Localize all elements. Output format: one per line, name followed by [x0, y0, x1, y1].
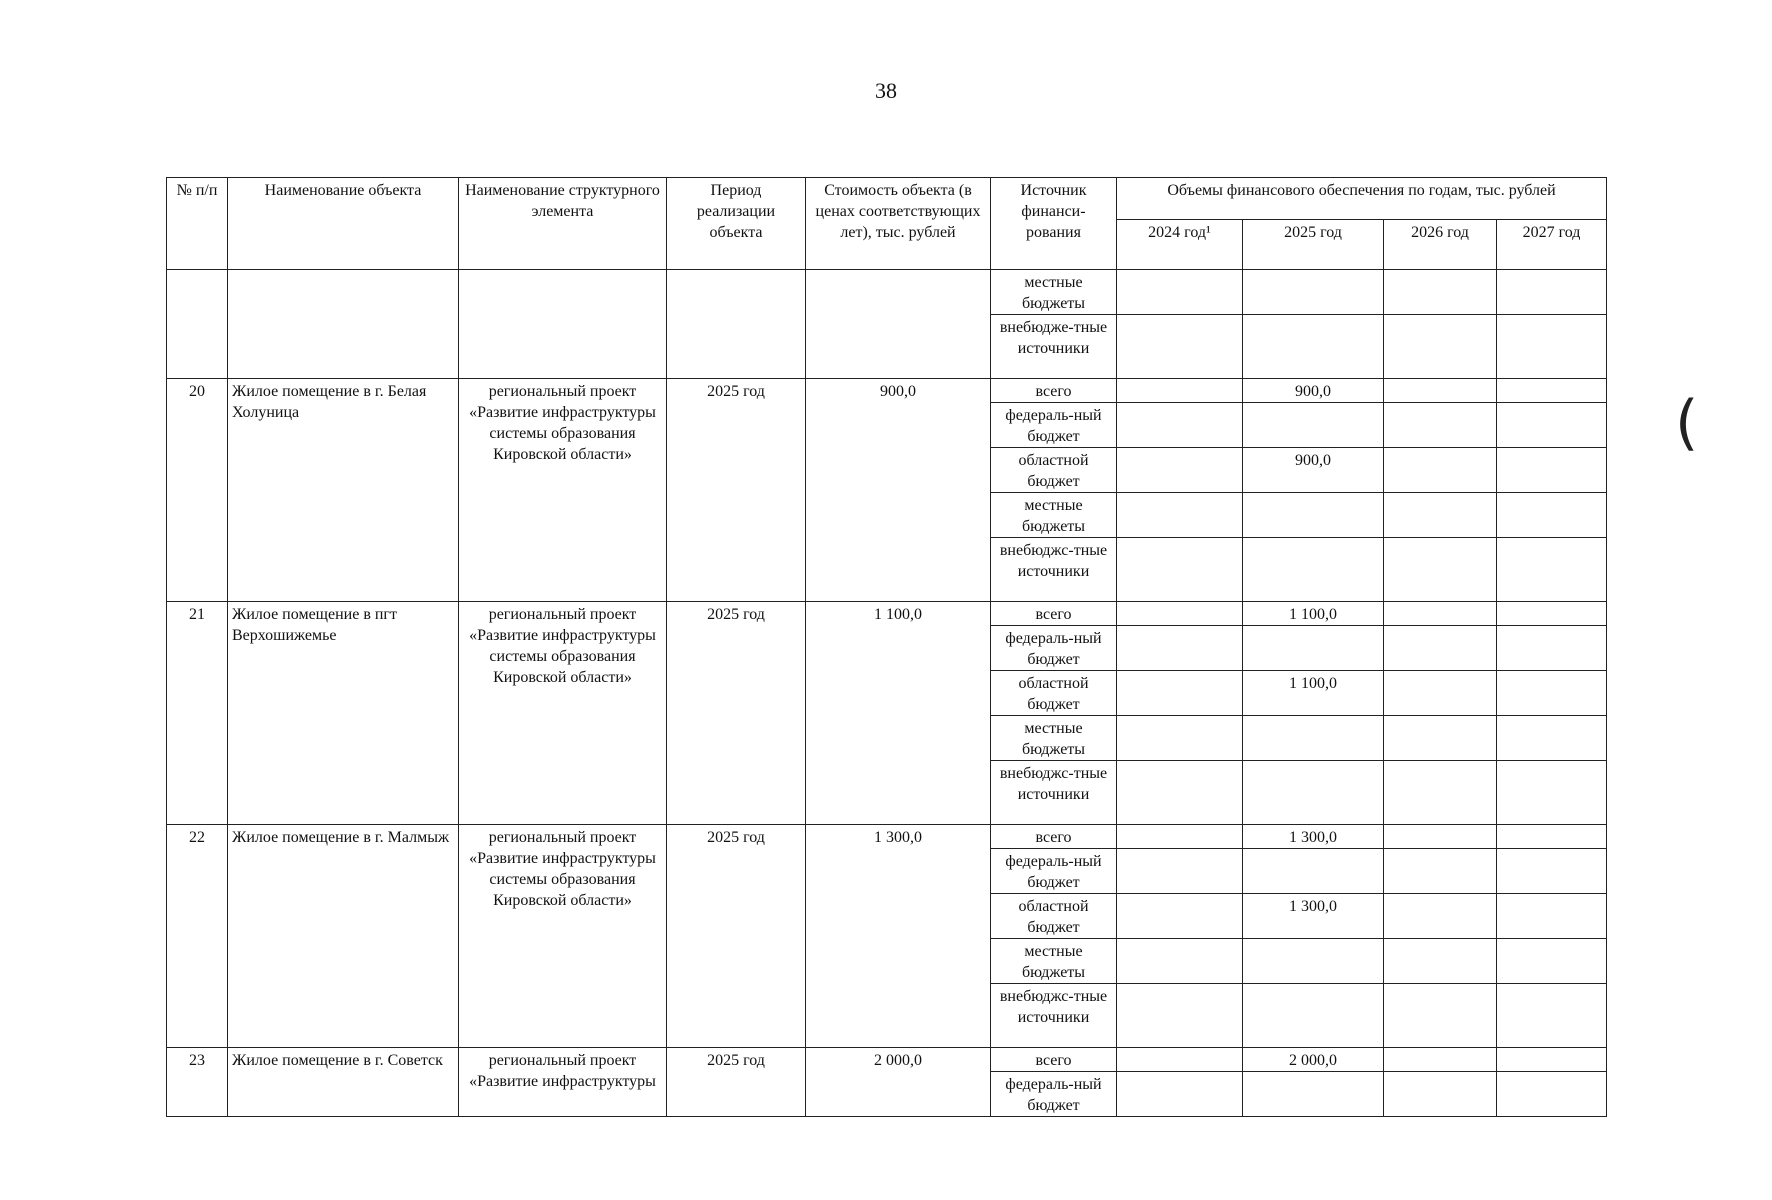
header-year-2026: 2026 год — [1384, 220, 1497, 270]
header-funding-source: Источник финанси-рования — [991, 178, 1117, 270]
margin-bracket-mark: ( — [1675, 388, 1699, 458]
year-2024-cell — [1117, 671, 1243, 716]
year-2025-cell: 2 000,0 — [1243, 1048, 1384, 1072]
year-2026-cell — [1384, 671, 1497, 716]
source-cell: областной бюджет — [991, 448, 1117, 493]
year-2027-cell — [1497, 493, 1607, 538]
year-2027-cell — [1497, 538, 1607, 602]
year-2025-cell: 1 300,0 — [1243, 894, 1384, 939]
year-2026-cell — [1384, 761, 1497, 825]
source-cell: внебюджс-тные источники — [991, 984, 1117, 1048]
year-2027-cell — [1497, 379, 1607, 403]
period-cell: 2025 год — [667, 602, 806, 825]
year-2027-cell — [1497, 716, 1607, 761]
year-2025-cell: 1 100,0 — [1243, 602, 1384, 626]
year-2024-cell — [1117, 626, 1243, 671]
year-2026-cell — [1384, 849, 1497, 894]
source-cell: областной бюджет — [991, 671, 1117, 716]
header-period: Период реализации объекта — [667, 178, 806, 270]
year-2027-cell — [1497, 403, 1607, 448]
row-number: 21 — [167, 602, 228, 825]
source-cell: всего — [991, 825, 1117, 849]
year-2025-cell: 1 300,0 — [1243, 825, 1384, 849]
object-name-cell: Жилое помещение в г. Малмыж — [228, 825, 459, 1048]
year-cell — [1384, 270, 1497, 315]
year-2024-cell — [1117, 849, 1243, 894]
table-row — [167, 270, 1607, 315]
structural-element-cell: региональный проект «Развитие инфраструктуры системы образования Кировской области» — [459, 379, 667, 602]
header-year-2025: 2025 год — [1243, 220, 1384, 270]
source-cell: всего — [991, 379, 1117, 403]
year-2026-cell — [1384, 538, 1497, 602]
structural-element-cell: региональный проект «Развитие инфраструктуры — [459, 1048, 667, 1117]
source-cell: местные бюджеты — [991, 939, 1117, 984]
source-cell: федераль-ный бюджет — [991, 849, 1117, 894]
year-2024-cell — [1117, 448, 1243, 493]
year-2025-cell — [1243, 716, 1384, 761]
year-2026-cell — [1384, 1048, 1497, 1072]
source-cell: всего — [991, 602, 1117, 626]
header-number: № п/п — [167, 178, 228, 270]
year-2025-cell — [1243, 626, 1384, 671]
year-2027-cell — [1497, 825, 1607, 849]
cost-cell: 1 300,0 — [806, 825, 991, 1048]
year-2025-cell — [1243, 493, 1384, 538]
cell-empty — [167, 270, 228, 379]
year-2025-cell: 900,0 — [1243, 379, 1384, 403]
year-2024-cell — [1117, 716, 1243, 761]
year-2025-cell — [1243, 761, 1384, 825]
year-2025-cell — [1243, 984, 1384, 1048]
year-2024-cell — [1117, 379, 1243, 403]
year-2024-cell — [1117, 493, 1243, 538]
row-number: 23 — [167, 1048, 228, 1117]
year-2026-cell — [1384, 403, 1497, 448]
year-2024-cell — [1117, 1072, 1243, 1117]
structural-element-cell: региональный проект «Развитие инфраструктуры системы образования Кировской области» — [459, 825, 667, 1048]
year-2026-cell — [1384, 602, 1497, 626]
financing-table — [166, 177, 1607, 1117]
table-body — [167, 270, 1607, 1117]
year-2024-cell — [1117, 761, 1243, 825]
year-2026-cell — [1384, 716, 1497, 761]
source-cell: федераль-ный бюджет — [991, 403, 1117, 448]
source-cell: всего — [991, 1048, 1117, 1072]
structural-element-cell: региональный проект «Развитие инфраструктуры системы образования Кировской области» — [459, 602, 667, 825]
year-2026-cell — [1384, 939, 1497, 984]
year-2027-cell — [1497, 602, 1607, 626]
year-cell — [1117, 270, 1243, 315]
object-name-cell: Жилое помещение в пгт Верхошижемье — [228, 602, 459, 825]
source-cell: внебюджс-тные источники — [991, 538, 1117, 602]
year-2025-cell: 900,0 — [1243, 448, 1384, 493]
source-cell: местные бюджеты — [991, 270, 1117, 315]
year-2027-cell — [1497, 761, 1607, 825]
year-2024-cell — [1117, 602, 1243, 626]
period-cell: 2025 год — [667, 379, 806, 602]
cell-empty — [667, 270, 806, 379]
source-cell: федераль-ный бюджет — [991, 626, 1117, 671]
year-cell — [1243, 270, 1384, 315]
year-2027-cell — [1497, 671, 1607, 716]
row-number: 20 — [167, 379, 228, 602]
year-2027-cell — [1497, 448, 1607, 493]
year-2025-cell — [1243, 849, 1384, 894]
year-2027-cell — [1497, 626, 1607, 671]
year-2025-cell — [1243, 403, 1384, 448]
source-cell: внебюдже-тные источники — [991, 315, 1117, 379]
year-cell — [1497, 270, 1607, 315]
year-2024-cell — [1117, 825, 1243, 849]
page-number: 38 — [875, 78, 897, 103]
year-cell — [1384, 315, 1497, 379]
header-cost: Стоимость объекта (в ценах соответствующих лет), тыс. рублей — [806, 178, 991, 270]
header-year-2024: 2024 год¹ — [1117, 220, 1243, 270]
cell-empty — [228, 270, 459, 379]
source-cell: внебюджс-тные источники — [991, 761, 1117, 825]
cost-cell: 1 100,0 — [806, 602, 991, 825]
header-structural-element: Наименование структурного элемента — [459, 178, 667, 270]
table-row — [167, 825, 1607, 849]
year-2024-cell — [1117, 894, 1243, 939]
header-year-2027: 2027 год — [1497, 220, 1607, 270]
year-2024-cell — [1117, 403, 1243, 448]
cell-empty — [459, 270, 667, 379]
year-2025-cell — [1243, 1072, 1384, 1117]
cell-empty — [806, 270, 991, 379]
source-cell: местные бюджеты — [991, 493, 1117, 538]
header-object-name: Наименование объекта — [228, 178, 459, 270]
year-2026-cell — [1384, 894, 1497, 939]
cost-cell: 900,0 — [806, 379, 991, 602]
source-cell: местные бюджеты — [991, 716, 1117, 761]
year-2026-cell — [1384, 626, 1497, 671]
year-2025-cell: 1 100,0 — [1243, 671, 1384, 716]
year-2027-cell — [1497, 939, 1607, 984]
row-number: 22 — [167, 825, 228, 1048]
header-financing-volumes: Объемы финансового обеспечения по годам, тыс. рублей — [1117, 178, 1607, 220]
year-cell — [1243, 315, 1384, 379]
period-cell: 2025 год — [667, 1048, 806, 1117]
year-2025-cell — [1243, 538, 1384, 602]
year-2027-cell — [1497, 984, 1607, 1048]
table-row — [167, 602, 1607, 626]
cost-cell: 2 000,0 — [806, 1048, 991, 1117]
year-2026-cell — [1384, 448, 1497, 493]
object-name-cell: Жилое помещение в г. Советск — [228, 1048, 459, 1117]
year-2026-cell — [1384, 825, 1497, 849]
year-2024-cell — [1117, 1048, 1243, 1072]
year-cell — [1497, 315, 1607, 379]
year-2024-cell — [1117, 538, 1243, 602]
year-2026-cell — [1384, 984, 1497, 1048]
year-2027-cell — [1497, 1048, 1607, 1072]
year-2024-cell — [1117, 939, 1243, 984]
year-2026-cell — [1384, 379, 1497, 403]
year-2027-cell — [1497, 849, 1607, 894]
year-2026-cell — [1384, 493, 1497, 538]
year-cell — [1117, 315, 1243, 379]
source-cell: областной бюджет — [991, 894, 1117, 939]
year-2025-cell — [1243, 939, 1384, 984]
table-row — [167, 1048, 1607, 1072]
object-name-cell: Жилое помещение в г. Белая Холуница — [228, 379, 459, 602]
year-2024-cell — [1117, 984, 1243, 1048]
period-cell: 2025 год — [667, 825, 806, 1048]
table-row — [167, 379, 1607, 403]
source-cell: федераль-ный бюджет — [991, 1072, 1117, 1117]
year-2027-cell — [1497, 1072, 1607, 1117]
year-2027-cell — [1497, 894, 1607, 939]
year-2026-cell — [1384, 1072, 1497, 1117]
